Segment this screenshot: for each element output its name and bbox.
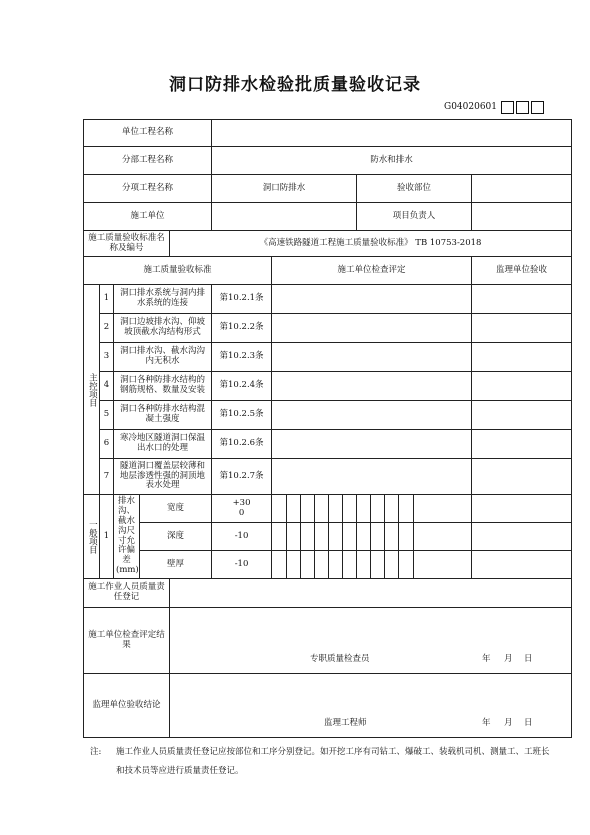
- division-value[interactable]: 防水和排水: [212, 147, 572, 175]
- item-text: 洞口排水系统与洞内排水系统的连接: [114, 285, 212, 314]
- item-supervision[interactable]: [472, 285, 572, 314]
- measure-cell[interactable]: [399, 551, 414, 579]
- header-check: 施工单位检查评定: [272, 257, 472, 285]
- item-no: 7: [100, 459, 114, 495]
- measure-cell[interactable]: [385, 551, 399, 579]
- item-no: 6: [100, 430, 114, 459]
- division-label: 分部工程名称: [84, 147, 212, 175]
- measure-cell[interactable]: [343, 523, 357, 551]
- item-supervision[interactable]: [472, 343, 572, 372]
- item-supervision[interactable]: [472, 459, 572, 495]
- measure-eval[interactable]: [414, 495, 472, 523]
- measure-cell[interactable]: [371, 551, 385, 579]
- item-clause: 第10.2.7条: [212, 459, 272, 495]
- measure-cell[interactable]: [301, 523, 315, 551]
- measure-cell[interactable]: [343, 551, 357, 579]
- item-check[interactable]: [272, 372, 472, 401]
- constr-label: 施工单位检查评定结果: [84, 608, 170, 674]
- form-code: G04020601: [444, 102, 497, 112]
- tol-bottom: 0: [238, 507, 245, 518]
- item-no: 1: [100, 285, 114, 314]
- measure-cell[interactable]: [399, 495, 414, 523]
- general-supervision[interactable]: [472, 551, 572, 579]
- supervision-result[interactable]: [170, 674, 572, 738]
- general-label: 一般项目: [84, 495, 100, 579]
- measure-cell[interactable]: [287, 551, 301, 579]
- acceptance-part-label: 验收部位: [357, 175, 472, 203]
- measure-cell[interactable]: [272, 523, 287, 551]
- worker-label: 施工作业人员质量责任登记: [84, 579, 170, 608]
- item-supervision[interactable]: [472, 430, 572, 459]
- unit-project-value[interactable]: [212, 120, 572, 147]
- measure-cell[interactable]: [371, 495, 385, 523]
- item-text: 寒冷地区隧道洞口保温出水口的处理: [114, 430, 212, 459]
- item-text: 洞口排水沟、截水沟沟内无积水: [114, 343, 212, 372]
- measure-cell[interactable]: [315, 551, 329, 579]
- general-item-tol: -10: [212, 551, 272, 579]
- acceptance-part-value[interactable]: [472, 175, 572, 203]
- measure-cell[interactable]: [272, 551, 287, 579]
- measure-eval[interactable]: [414, 523, 472, 551]
- item-supervision[interactable]: [472, 372, 572, 401]
- item-check[interactable]: [272, 285, 472, 314]
- year-label: 年: [482, 654, 491, 664]
- measure-cell[interactable]: [329, 495, 343, 523]
- footnote: [90, 743, 550, 781]
- measure-cell[interactable]: [287, 523, 301, 551]
- constr-sign-label: 专职质量检查员: [310, 654, 370, 664]
- constr-result[interactable]: [170, 608, 572, 674]
- item-clause: 第10.2.6条: [212, 430, 272, 459]
- header-supervision: 监理单位验收: [472, 257, 572, 285]
- item-check[interactable]: [272, 314, 472, 343]
- measure-cell[interactable]: [301, 551, 315, 579]
- measure-cell[interactable]: [357, 495, 371, 523]
- supervision-label: 监理单位验收结论: [84, 674, 170, 738]
- general-supervision[interactable]: [472, 523, 572, 551]
- code-box[interactable]: [516, 101, 529, 114]
- main-control-label: 主控项目: [84, 285, 100, 495]
- measure-cell[interactable]: [385, 523, 399, 551]
- worker-value[interactable]: [170, 579, 572, 608]
- item-no: 2: [100, 314, 114, 343]
- month-label: 月: [504, 718, 513, 728]
- day-label: 日: [524, 654, 533, 664]
- subdivision-value[interactable]: 洞口防排水: [212, 175, 357, 203]
- item-clause: 第10.2.4条: [212, 372, 272, 401]
- item-check[interactable]: [272, 430, 472, 459]
- item-no: 5: [100, 401, 114, 430]
- construction-unit-value[interactable]: [212, 203, 357, 231]
- general-item-tol: [212, 495, 272, 523]
- item-check[interactable]: [272, 401, 472, 430]
- general-item-name: 深度: [140, 523, 212, 551]
- item-supervision[interactable]: [472, 401, 572, 430]
- measure-cell[interactable]: [329, 523, 343, 551]
- general-supervision[interactable]: [472, 495, 572, 523]
- inspection-form-table: [83, 119, 572, 738]
- measure-cell[interactable]: [371, 523, 385, 551]
- item-clause: 第10.2.3条: [212, 343, 272, 372]
- measure-cell[interactable]: [385, 495, 399, 523]
- item-clause: 第10.2.1条: [212, 285, 272, 314]
- project-manager-value[interactable]: [472, 203, 572, 231]
- measure-cell[interactable]: [343, 495, 357, 523]
- footnote-label: 注:: [90, 747, 102, 757]
- footnote-text: 施工作业人员质量责任登记应按部位和工序分别登记。如开挖工序有司钻工、爆破工、装载机司机、测量工、工班长和技术员等应进行质量责任登记。: [116, 747, 550, 776]
- standard-value[interactable]: 《高速铁路隧道工程施工质量验收标准》 TB 10753-2018: [170, 231, 572, 257]
- measure-cell[interactable]: [357, 551, 371, 579]
- item-check[interactable]: [272, 459, 472, 495]
- code-box[interactable]: [531, 101, 544, 114]
- item-clause: 第10.2.2条: [212, 314, 272, 343]
- item-text: 隧道洞口覆盖层较薄和地层渗透性强的洞顶地表水处理: [114, 459, 212, 495]
- tol-top: +30: [232, 497, 251, 508]
- general-item-name: 宽度: [140, 495, 212, 523]
- general-item-name: 壁厚: [140, 551, 212, 579]
- code-box[interactable]: [501, 101, 514, 114]
- form-code-area: [444, 99, 544, 115]
- measure-cell[interactable]: [357, 523, 371, 551]
- measure-cell[interactable]: [315, 523, 329, 551]
- item-supervision[interactable]: [472, 314, 572, 343]
- item-check[interactable]: [272, 343, 472, 372]
- general-group: 排水沟、截水沟尺寸允许偏差(mm): [114, 495, 140, 579]
- construction-unit-label: 施工单位: [84, 203, 212, 231]
- item-no: 3: [100, 343, 114, 372]
- supervision-sign-label: 监理工程师: [324, 718, 367, 728]
- item-text: 洞口各种防排水结构混凝土强度: [114, 401, 212, 430]
- measure-eval[interactable]: [414, 551, 472, 579]
- measure-cell[interactable]: [399, 523, 414, 551]
- measure-cell[interactable]: [287, 495, 301, 523]
- item-text: 洞口边坡排水沟、仰坡坡顶截水沟结构形式: [114, 314, 212, 343]
- measure-cell[interactable]: [329, 551, 343, 579]
- measure-cell[interactable]: [315, 495, 329, 523]
- day-label: 日: [524, 718, 533, 728]
- measure-cell[interactable]: [301, 495, 315, 523]
- item-no: 4: [100, 372, 114, 401]
- item-text: 洞口各种防排水结构的钢筋规格、数量及安装: [114, 372, 212, 401]
- page-title: 洞口防排水检验批质量验收记录: [169, 75, 421, 95]
- header-standard: 施工质量验收标准: [84, 257, 272, 285]
- subdivision-label: 分项工程名称: [84, 175, 212, 203]
- general-item-no: 1: [100, 495, 114, 579]
- measure-cell[interactable]: [272, 495, 287, 523]
- item-clause: 第10.2.5条: [212, 401, 272, 430]
- general-item-tol: -10: [212, 523, 272, 551]
- month-label: 月: [504, 654, 513, 664]
- standard-label: 施工质量验收标准名称及编号: [84, 231, 170, 257]
- project-manager-label: 项目负责人: [357, 203, 472, 231]
- year-label: 年: [482, 718, 491, 728]
- unit-project-label: 单位工程名称: [84, 120, 212, 147]
